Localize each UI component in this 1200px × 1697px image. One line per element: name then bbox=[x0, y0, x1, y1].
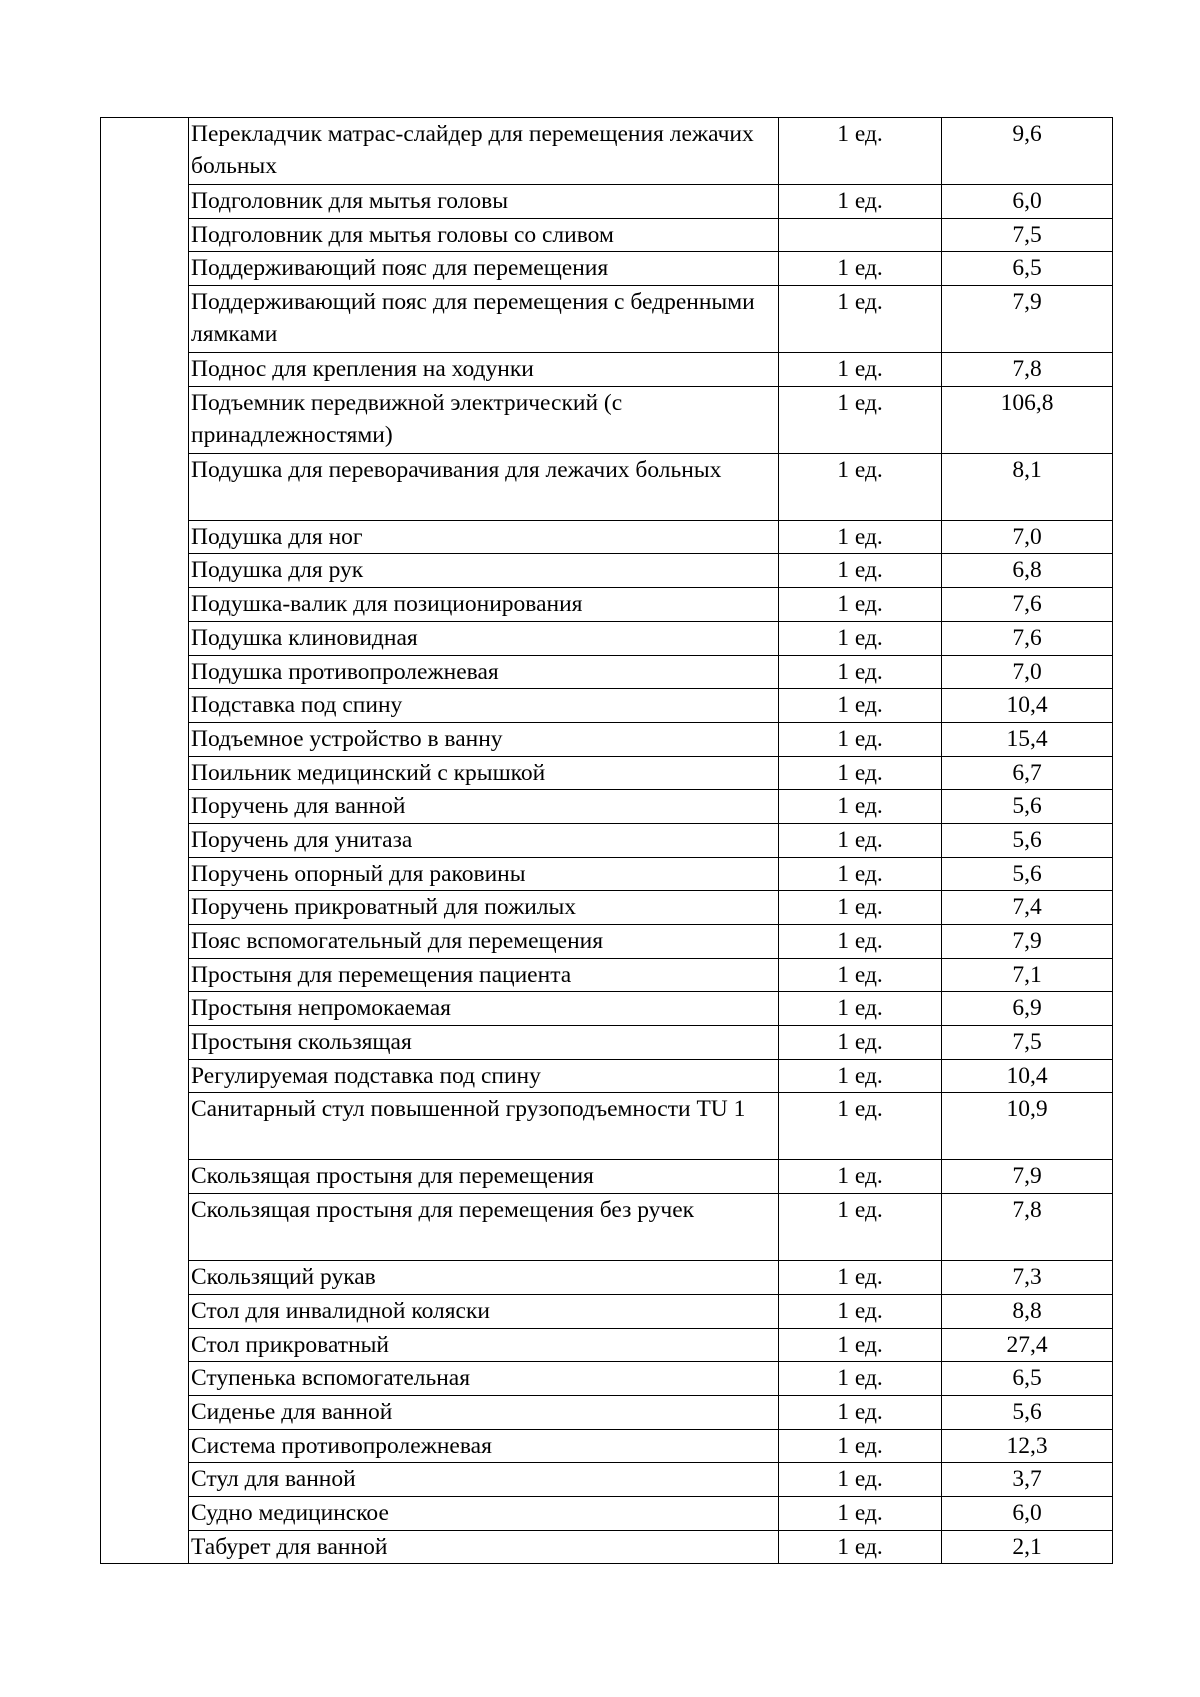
table-row bbox=[101, 1160, 1113, 1194]
table-row bbox=[101, 1429, 1113, 1463]
item-unit-cell: 1 ед. bbox=[779, 1093, 942, 1160]
item-value-cell: 106,8 bbox=[942, 386, 1113, 453]
item-value-cell: 10,4 bbox=[942, 689, 1113, 723]
table-row bbox=[101, 353, 1113, 387]
item-value-cell: 27,4 bbox=[942, 1328, 1113, 1362]
table-row bbox=[101, 1194, 1113, 1261]
item-name-cell: Перекладчик матрас-слайдер для перемещения лежачих больных bbox=[189, 118, 779, 185]
item-unit-cell: 1 ед. bbox=[779, 1496, 942, 1530]
table-row bbox=[101, 588, 1113, 622]
item-name-cell: Простыня скользящая bbox=[189, 1026, 779, 1060]
item-unit-cell: 1 ед. bbox=[779, 1160, 942, 1194]
item-unit-cell: 1 ед. bbox=[779, 891, 942, 925]
item-value-cell: 12,3 bbox=[942, 1429, 1113, 1463]
item-name-cell: Пояс вспомогательный для перемещения bbox=[189, 925, 779, 959]
item-value-cell: 7,0 bbox=[942, 655, 1113, 689]
item-unit-cell: 1 ед. bbox=[779, 958, 942, 992]
item-value-cell: 5,6 bbox=[942, 1395, 1113, 1429]
item-unit-cell: 1 ед. bbox=[779, 1026, 942, 1060]
item-value-cell: 7,9 bbox=[942, 925, 1113, 959]
item-name-cell: Санитарный стул повышенной грузоподъемности TU 1 bbox=[189, 1093, 779, 1160]
item-name-cell: Скользящая простыня для перемещения без ручек bbox=[189, 1194, 779, 1261]
item-value-cell: 10,9 bbox=[942, 1093, 1113, 1160]
item-name-cell: Система противопролежневая bbox=[189, 1429, 779, 1463]
table-row bbox=[101, 823, 1113, 857]
item-unit-cell: 1 ед. bbox=[779, 588, 942, 622]
item-unit-cell: 1 ед. bbox=[779, 1429, 942, 1463]
item-name-cell: Поддерживающий пояс для перемещения с бедренными лямками bbox=[189, 286, 779, 353]
item-unit-cell: 1 ед. bbox=[779, 925, 942, 959]
item-value-cell: 7,5 bbox=[942, 218, 1113, 252]
item-unit-cell: 1 ед. bbox=[779, 689, 942, 723]
item-value-cell: 6,9 bbox=[942, 992, 1113, 1026]
table-row bbox=[101, 1328, 1113, 1362]
item-unit-cell: 1 ед. bbox=[779, 252, 942, 286]
item-unit-cell: 1 ед. bbox=[779, 185, 942, 219]
item-name-cell: Подушка для переворачивания для лежачих больных bbox=[189, 453, 779, 520]
item-unit-cell: 1 ед. bbox=[779, 621, 942, 655]
table-body bbox=[101, 118, 1113, 1564]
table-row bbox=[101, 891, 1113, 925]
item-unit-cell: 1 ед. bbox=[779, 1194, 942, 1261]
item-name-cell: Поручень для ванной bbox=[189, 790, 779, 824]
table-row bbox=[101, 958, 1113, 992]
item-name-cell: Поручень опорный для раковины bbox=[189, 857, 779, 891]
item-unit-cell: 1 ед. bbox=[779, 1530, 942, 1564]
item-unit-cell: 1 ед. bbox=[779, 1463, 942, 1497]
table-row bbox=[101, 218, 1113, 252]
table-row bbox=[101, 857, 1113, 891]
item-unit-cell: 1 ед. bbox=[779, 857, 942, 891]
table-row bbox=[101, 1463, 1113, 1497]
item-value-cell: 7,0 bbox=[942, 520, 1113, 554]
table-row bbox=[101, 655, 1113, 689]
table-row bbox=[101, 1530, 1113, 1564]
item-name-cell: Стол для инвалидной коляски bbox=[189, 1294, 779, 1328]
item-name-cell: Табурет для ванной bbox=[189, 1530, 779, 1564]
item-name-cell: Скользящая простыня для перемещения bbox=[189, 1160, 779, 1194]
item-unit-cell: 1 ед. bbox=[779, 1362, 942, 1396]
item-value-cell: 7,9 bbox=[942, 286, 1113, 353]
item-name-cell: Подушка противопролежневая bbox=[189, 655, 779, 689]
item-name-cell: Подъемник передвижной электрический (с принадлежностями) bbox=[189, 386, 779, 453]
item-value-cell: 7,1 bbox=[942, 958, 1113, 992]
item-unit-cell: 1 ед. bbox=[779, 386, 942, 453]
table-row bbox=[101, 185, 1113, 219]
item-value-cell: 7,9 bbox=[942, 1160, 1113, 1194]
item-value-cell: 6,5 bbox=[942, 252, 1113, 286]
item-name-cell: Подставка под спину bbox=[189, 689, 779, 723]
item-unit-cell: 1 ед. bbox=[779, 118, 942, 185]
item-unit-cell: 1 ед. bbox=[779, 554, 942, 588]
item-name-cell: Подушка для ног bbox=[189, 520, 779, 554]
item-unit-cell: 1 ед. bbox=[779, 992, 942, 1026]
item-unit-cell: 1 ед. bbox=[779, 1261, 942, 1295]
empty-index-cell bbox=[101, 118, 189, 1564]
table-row bbox=[101, 252, 1113, 286]
item-name-cell: Поручень прикроватный для пожилых bbox=[189, 891, 779, 925]
item-value-cell: 3,7 bbox=[942, 1463, 1113, 1497]
item-name-cell: Стул для ванной bbox=[189, 1463, 779, 1497]
table-row bbox=[101, 1294, 1113, 1328]
item-name-cell: Ступенька вспомогательная bbox=[189, 1362, 779, 1396]
table-row bbox=[101, 520, 1113, 554]
table-row bbox=[101, 1496, 1113, 1530]
item-unit-cell: 1 ед. bbox=[779, 1294, 942, 1328]
item-unit-cell: 1 ед. bbox=[779, 722, 942, 756]
item-value-cell: 5,6 bbox=[942, 790, 1113, 824]
price-table bbox=[100, 117, 1113, 1564]
item-unit-cell: 1 ед. bbox=[779, 1395, 942, 1429]
item-name-cell: Подушка для рук bbox=[189, 554, 779, 588]
table-row bbox=[101, 992, 1113, 1026]
item-name-cell: Подголовник для мытья головы bbox=[189, 185, 779, 219]
item-name-cell: Стол прикроватный bbox=[189, 1328, 779, 1362]
table-row bbox=[101, 1026, 1113, 1060]
item-value-cell: 2,1 bbox=[942, 1530, 1113, 1564]
table-row bbox=[101, 925, 1113, 959]
table-row bbox=[101, 453, 1113, 520]
table-row bbox=[101, 1093, 1113, 1160]
item-name-cell: Поильник медицинский с крышкой bbox=[189, 756, 779, 790]
item-unit-cell: 1 ед. bbox=[779, 286, 942, 353]
item-value-cell: 7,4 bbox=[942, 891, 1113, 925]
item-name-cell: Сиденье для ванной bbox=[189, 1395, 779, 1429]
item-name-cell: Судно медицинское bbox=[189, 1496, 779, 1530]
table-row bbox=[101, 790, 1113, 824]
table-row bbox=[101, 554, 1113, 588]
item-name-cell: Подушка-валик для позиционирования bbox=[189, 588, 779, 622]
table-row bbox=[101, 621, 1113, 655]
item-unit-cell: 1 ед. bbox=[779, 756, 942, 790]
item-name-cell: Поддерживающий пояс для перемещения bbox=[189, 252, 779, 286]
item-name-cell: Простыня непромокаемая bbox=[189, 992, 779, 1026]
item-value-cell: 15,4 bbox=[942, 722, 1113, 756]
item-value-cell: 7,5 bbox=[942, 1026, 1113, 1060]
item-value-cell: 6,0 bbox=[942, 1496, 1113, 1530]
item-value-cell: 5,6 bbox=[942, 857, 1113, 891]
item-value-cell: 9,6 bbox=[942, 118, 1113, 185]
item-value-cell: 6,7 bbox=[942, 756, 1113, 790]
item-name-cell: Скользящий рукав bbox=[189, 1261, 779, 1295]
table-row bbox=[101, 722, 1113, 756]
item-value-cell: 6,5 bbox=[942, 1362, 1113, 1396]
item-value-cell: 8,1 bbox=[942, 453, 1113, 520]
table-row bbox=[101, 1261, 1113, 1295]
table-row bbox=[101, 286, 1113, 353]
table-row bbox=[101, 1362, 1113, 1396]
item-value-cell: 7,3 bbox=[942, 1261, 1113, 1295]
table-row bbox=[101, 1059, 1113, 1093]
item-name-cell: Простыня для перемещения пациента bbox=[189, 958, 779, 992]
item-unit-cell: 1 ед. bbox=[779, 790, 942, 824]
table-row bbox=[101, 756, 1113, 790]
item-unit-cell: 1 ед. bbox=[779, 1059, 942, 1093]
item-value-cell: 8,8 bbox=[942, 1294, 1113, 1328]
item-unit-cell: 1 ед. bbox=[779, 655, 942, 689]
item-value-cell: 6,0 bbox=[942, 185, 1113, 219]
item-value-cell: 5,6 bbox=[942, 823, 1113, 857]
item-name-cell: Подушка клиновидная bbox=[189, 621, 779, 655]
item-value-cell: 7,6 bbox=[942, 588, 1113, 622]
table-row bbox=[101, 118, 1113, 185]
table-row bbox=[101, 1395, 1113, 1429]
item-unit-cell: 1 ед. bbox=[779, 453, 942, 520]
item-value-cell: 10,4 bbox=[942, 1059, 1113, 1093]
item-name-cell: Подъемное устройство в ванну bbox=[189, 722, 779, 756]
item-value-cell: 6,8 bbox=[942, 554, 1113, 588]
item-name-cell: Поручень для унитаза bbox=[189, 823, 779, 857]
item-name-cell: Поднос для крепления на ходунки bbox=[189, 353, 779, 387]
item-name-cell: Подголовник для мытья головы со сливом bbox=[189, 218, 779, 252]
item-unit-cell: 1 ед. bbox=[779, 1328, 942, 1362]
table-row bbox=[101, 689, 1113, 723]
item-name-cell: Регулируемая подставка под спину bbox=[189, 1059, 779, 1093]
item-unit-cell: 1 ед. bbox=[779, 353, 942, 387]
item-value-cell: 7,8 bbox=[942, 1194, 1113, 1261]
item-unit-cell: 1 ед. bbox=[779, 823, 942, 857]
item-value-cell: 7,6 bbox=[942, 621, 1113, 655]
table-row bbox=[101, 386, 1113, 453]
item-unit-cell: 1 ед. bbox=[779, 520, 942, 554]
item-unit-cell bbox=[779, 218, 942, 252]
item-value-cell: 7,8 bbox=[942, 353, 1113, 387]
